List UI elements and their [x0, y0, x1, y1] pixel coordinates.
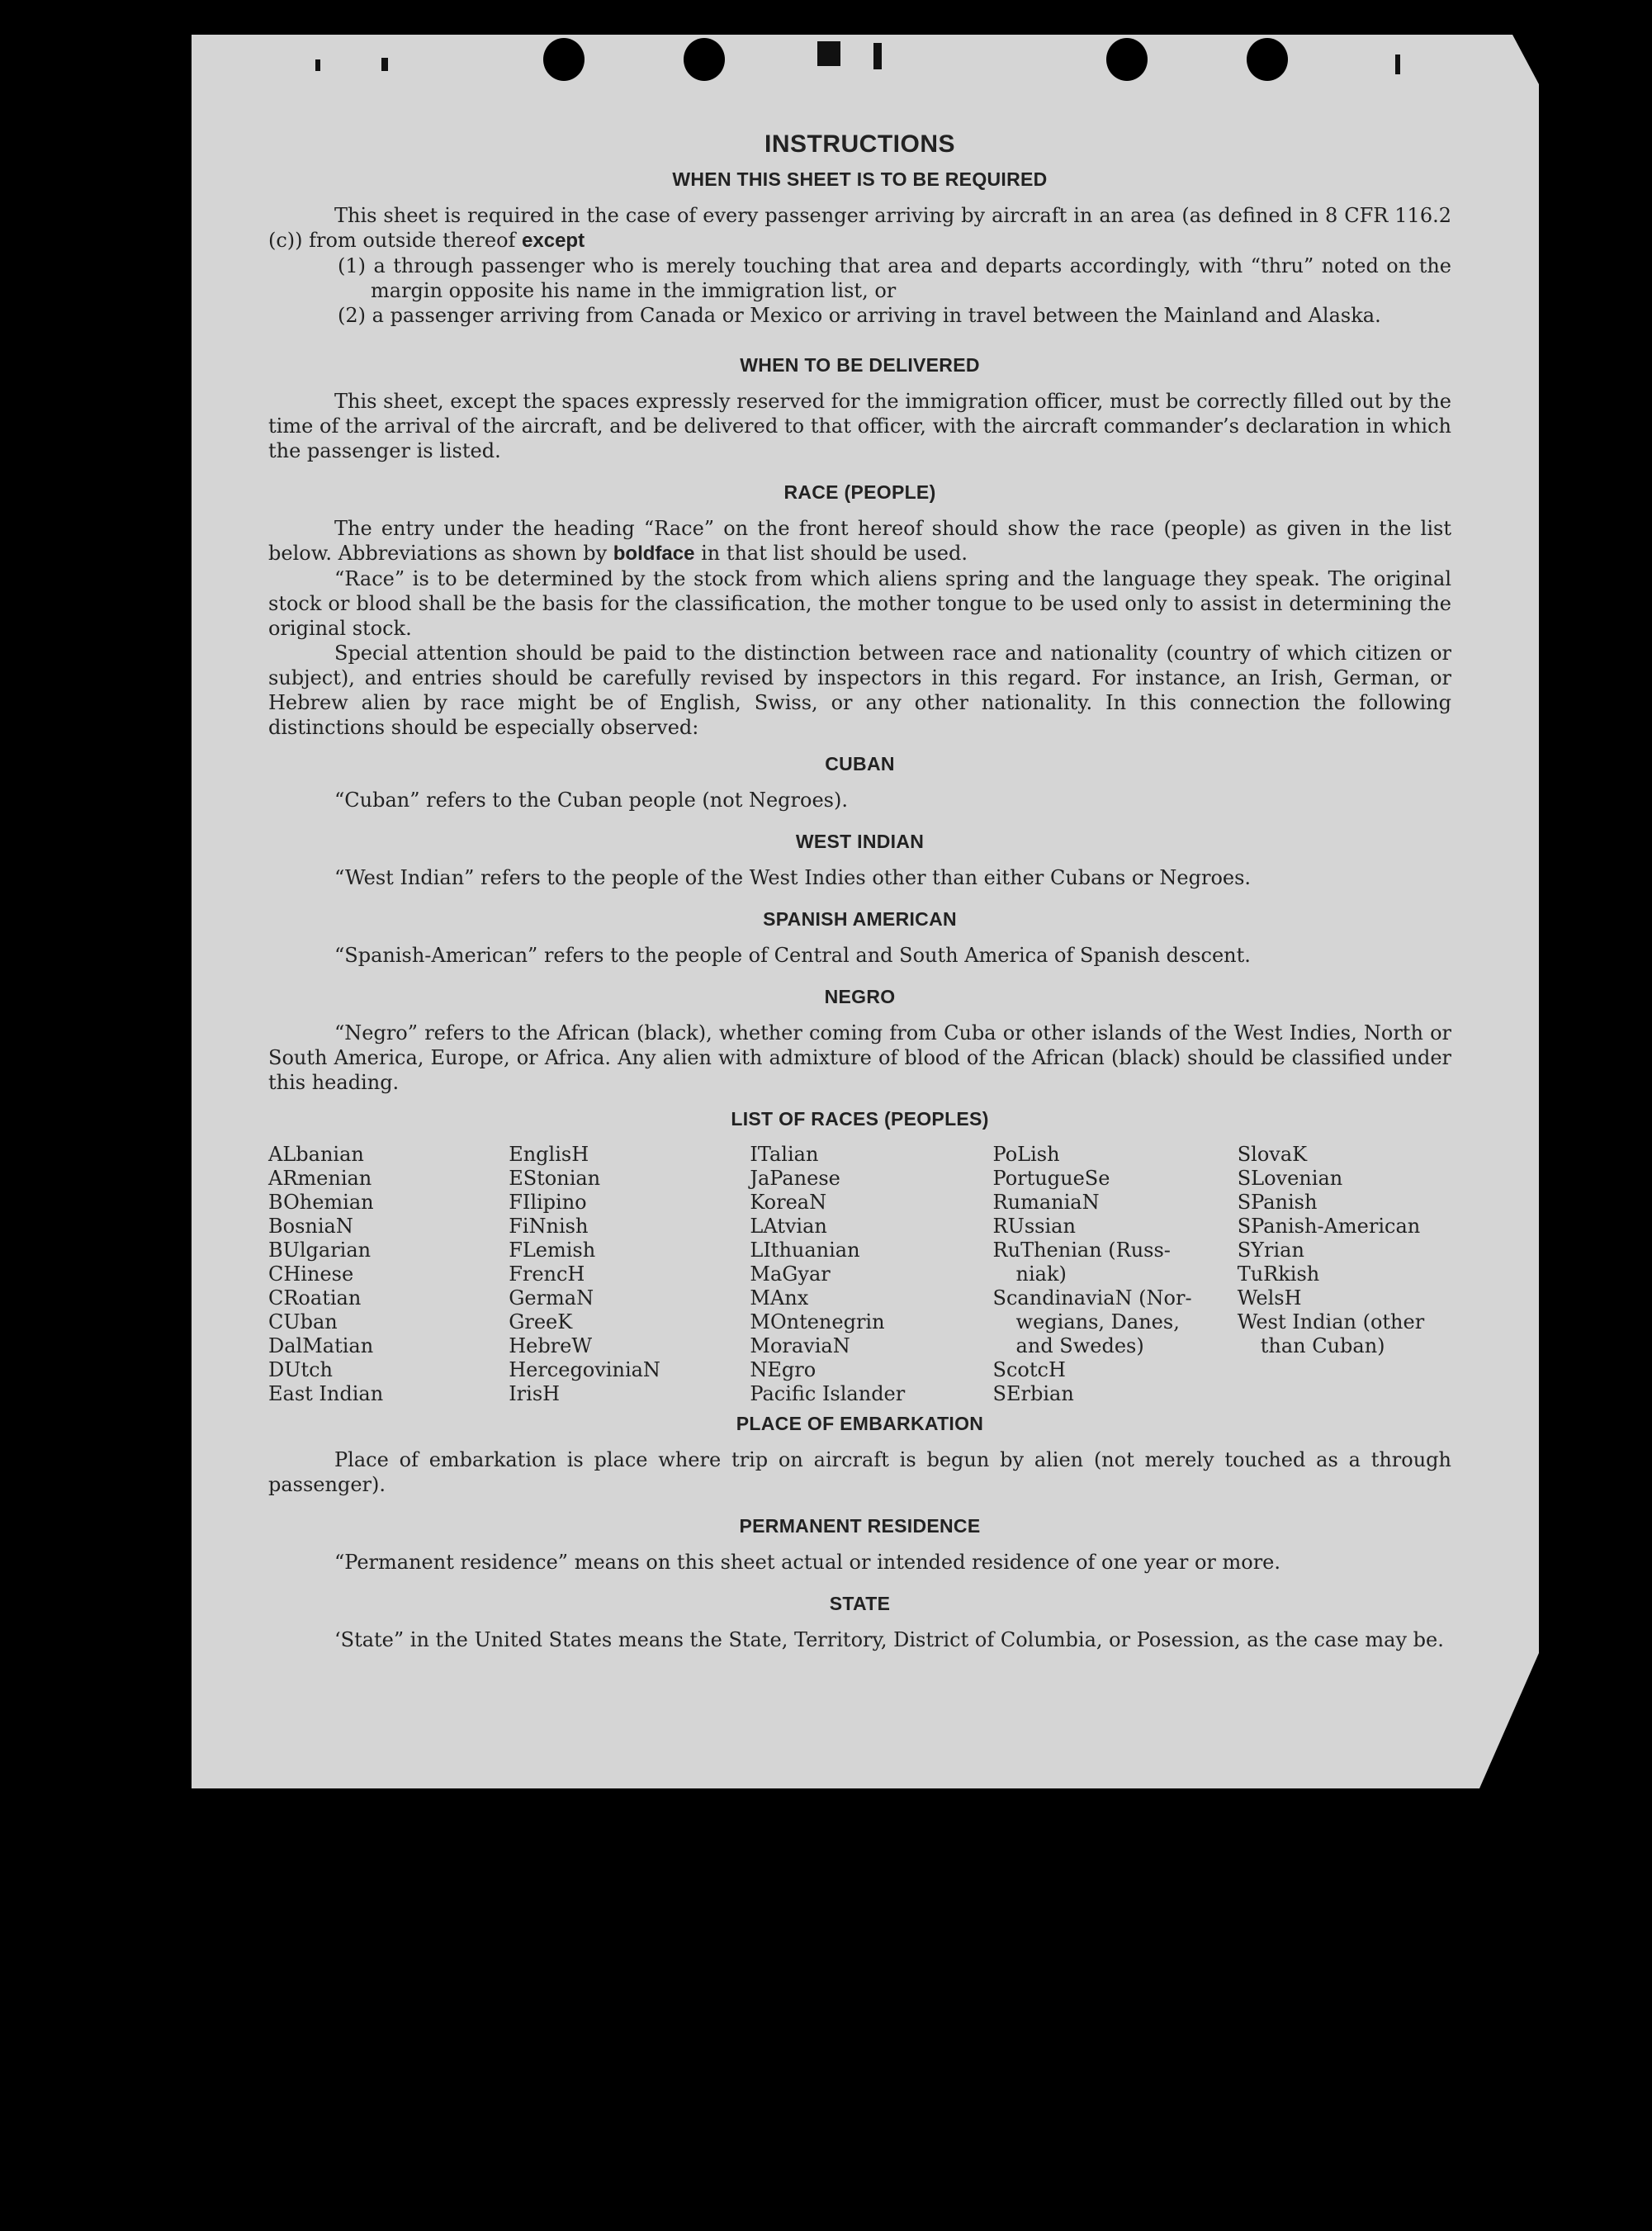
race-item: NEgro [750, 1358, 817, 1381]
section-heading: RACE (PEOPLE) [783, 481, 936, 503]
section-heading: NEGRO [824, 986, 896, 1007]
ink-mark [315, 59, 320, 71]
race-item: FIlipino [509, 1191, 587, 1214]
race-item: SYrian [1237, 1239, 1304, 1262]
race-item: GermaN [509, 1286, 594, 1310]
ink-mark [817, 41, 840, 66]
race-item: CRoatian [268, 1286, 362, 1310]
section-state [268, 1591, 1451, 1652]
race-item: RUssian [992, 1215, 1076, 1238]
race-item: BUlgarian [268, 1239, 372, 1262]
race-item: DUtch [268, 1358, 334, 1381]
ink-mark [381, 58, 388, 71]
section-required [268, 167, 1451, 328]
text-run: The entry under the heading “Race” on the front hereof should show the race (people) as given in the list below. Abbreviations as shown by [268, 517, 1451, 565]
page-title: INSTRUCTIONS [764, 130, 955, 158]
race-item: EnglisH [509, 1143, 589, 1166]
race-item: PortugueSe [992, 1167, 1110, 1190]
race-column [268, 1143, 509, 1406]
race-item: SErbian [992, 1382, 1074, 1405]
race-item: BOhemian [268, 1191, 374, 1214]
section-cuban [268, 751, 1451, 812]
section-text: “Race” is to be determined by the stock from which aliens spring and the language they speak. The original stock or blood shall be the basis for the classification, the mother tongue to be used only to assist in determining the original stock. [268, 567, 1451, 640]
section-west-indian [268, 829, 1451, 890]
race-item: RumaniaN [992, 1191, 1100, 1214]
race-item: FiNnish [509, 1215, 589, 1238]
race-item: KoreaN [750, 1191, 827, 1214]
race-item: TuRkish [1237, 1262, 1320, 1286]
punch-hole [543, 38, 585, 81]
race-item: DalMatian [268, 1334, 374, 1357]
race-column [509, 1143, 750, 1406]
race-item: PoLish [992, 1143, 1060, 1166]
section-text: “Negro” refers to the African (black), whether coming from Cuba or other islands of the West Indies, North or South America, Europe, or Africa. Any alien with admixture of blood of the African (black) should be classified under this heading. [268, 1021, 1451, 1094]
race-item: SPanish-American [1237, 1215, 1421, 1238]
section-text: “Spanish-American” refers to the people of Central and South America of Spanish descent. [334, 944, 1251, 967]
section-text: “Permanent residence” means on this sheet actual or intended residence of one year or more. [334, 1551, 1280, 1574]
race-item: JaPanese [750, 1167, 840, 1190]
race-item: FrencH [509, 1262, 585, 1286]
section-heading: WHEN THIS SHEET IS TO BE REQUIRED [672, 168, 1048, 190]
section-text: This sheet, except the spaces expressly reserved for the immigration officer, must be correctly filled out by the time of the arrival of the aircraft, and be delivered to that officer, with the aircraft commander’s declaration in which the passenger is listed. [268, 390, 1451, 462]
race-item: CHinese [268, 1262, 354, 1286]
race-column [750, 1143, 992, 1406]
race-item: CUban [268, 1310, 338, 1333]
bold-text: except [522, 230, 585, 252]
race-list [268, 1143, 1451, 1406]
section-race-list [268, 1106, 1451, 1406]
punch-hole [684, 38, 725, 81]
section-text [268, 203, 1451, 253]
race-item: WelsH [1237, 1286, 1302, 1310]
race-item: ScotcH [992, 1358, 1066, 1381]
race-item: East Indian [268, 1382, 384, 1405]
section-heading: STATE [829, 1593, 891, 1614]
race-item: niak) [1015, 1262, 1067, 1286]
text-run: This sheet is required in the case of every passenger arriving by aircraft in an area (as defined in 8 CFR 116.2 (c)) from outside thereof [268, 204, 1451, 252]
race-item: and Swedes) [1015, 1334, 1144, 1357]
section-text: ‘State” in the United States means the State, Territory, District of Columbia, or Posession, as the case may be. [334, 1628, 1444, 1651]
race-item: MOntenegrin [750, 1310, 885, 1333]
section-text: Place of embarkation is place where trip on aircraft is begun by alien (not merely touched as a through passenger). [268, 1448, 1451, 1496]
section-heading: WHEN TO BE DELIVERED [740, 354, 980, 376]
section-race [268, 480, 1451, 740]
bold-text: boldface [613, 542, 695, 565]
ink-mark [1395, 54, 1400, 74]
instructions-content [268, 132, 1451, 1652]
race-item: ScandinaviaN (Nor- [992, 1286, 1192, 1310]
race-column [1238, 1143, 1451, 1406]
section-heading: PLACE OF EMBARKATION [736, 1413, 984, 1434]
race-item: IrisH [509, 1382, 561, 1405]
race-item: SPanish [1237, 1191, 1318, 1214]
race-item: LIthuanian [750, 1239, 860, 1262]
section-negro [268, 984, 1451, 1095]
list-item: (1) a through passenger who is merely touching that area and departs accordingly, with “thru” noted on the margin opposite his name in the immigration list, or [338, 254, 1451, 302]
race-item: GreeK [509, 1310, 573, 1333]
race-item: Pacific Islander [750, 1382, 906, 1405]
race-item: MAnx [750, 1286, 809, 1310]
race-item: EStonian [509, 1167, 601, 1190]
race-item: ALbanian [268, 1143, 364, 1166]
race-item: wegians, Danes, [1015, 1310, 1180, 1333]
section-heading: WEST INDIAN [795, 831, 925, 852]
race-item: West Indian (other [1237, 1310, 1425, 1333]
race-item: LAtvian [750, 1215, 827, 1238]
punch-hole [1247, 38, 1288, 81]
race-item: HercegoviniaN [509, 1358, 660, 1381]
race-item: ARmenian [268, 1167, 372, 1190]
race-item: ITalian [750, 1143, 819, 1166]
race-item: RuThenian (Russ- [992, 1239, 1171, 1262]
section-heading: CUBAN [825, 753, 895, 774]
section-heading: LIST OF RACES (PEOPLES) [731, 1108, 989, 1130]
ink-mark [873, 43, 882, 69]
race-item: HebreW [509, 1334, 593, 1357]
race-item: BosniaN [268, 1215, 353, 1238]
section-text: Special attention should be paid to the distinction between race and nationality (country of which citizen or subject), and entries should be carefully revised by inspectors in this regard. For instance, an Irish, German, or Hebrew alien by race might be of English, Swiss, or any other nationality. In this connection the following distinctions should be especially observed: [268, 642, 1451, 739]
race-item: than Cuban) [1260, 1334, 1385, 1357]
section-heading: SPANISH AMERICAN [763, 908, 957, 930]
section-text: “Cuban” refers to the Cuban people (not Negroes). [334, 789, 848, 812]
text-run: in that list should be used. [694, 542, 968, 565]
race-column [993, 1143, 1238, 1406]
list-item: (2) a passenger arriving from Canada or Mexico or arriving in travel between the Mainland and Alaska. [338, 304, 1381, 327]
race-item: SlovaK [1237, 1143, 1308, 1166]
section-delivered [268, 353, 1451, 463]
race-item: MaGyar [750, 1262, 831, 1286]
section-text [268, 516, 1451, 566]
section-embarkation [268, 1411, 1451, 1497]
race-item: FLemish [509, 1239, 596, 1262]
race-item: SLovenian [1237, 1167, 1343, 1190]
section-text: “West Indian” refers to the people of the West Indies other than either Cubans or Negroes. [334, 866, 1252, 889]
section-spanish-american [268, 907, 1451, 968]
race-item: MoraviaN [750, 1334, 850, 1357]
section-heading: PERMANENT RESIDENCE [739, 1515, 981, 1537]
punch-hole [1106, 38, 1148, 81]
section-permanent-residence [268, 1513, 1451, 1575]
